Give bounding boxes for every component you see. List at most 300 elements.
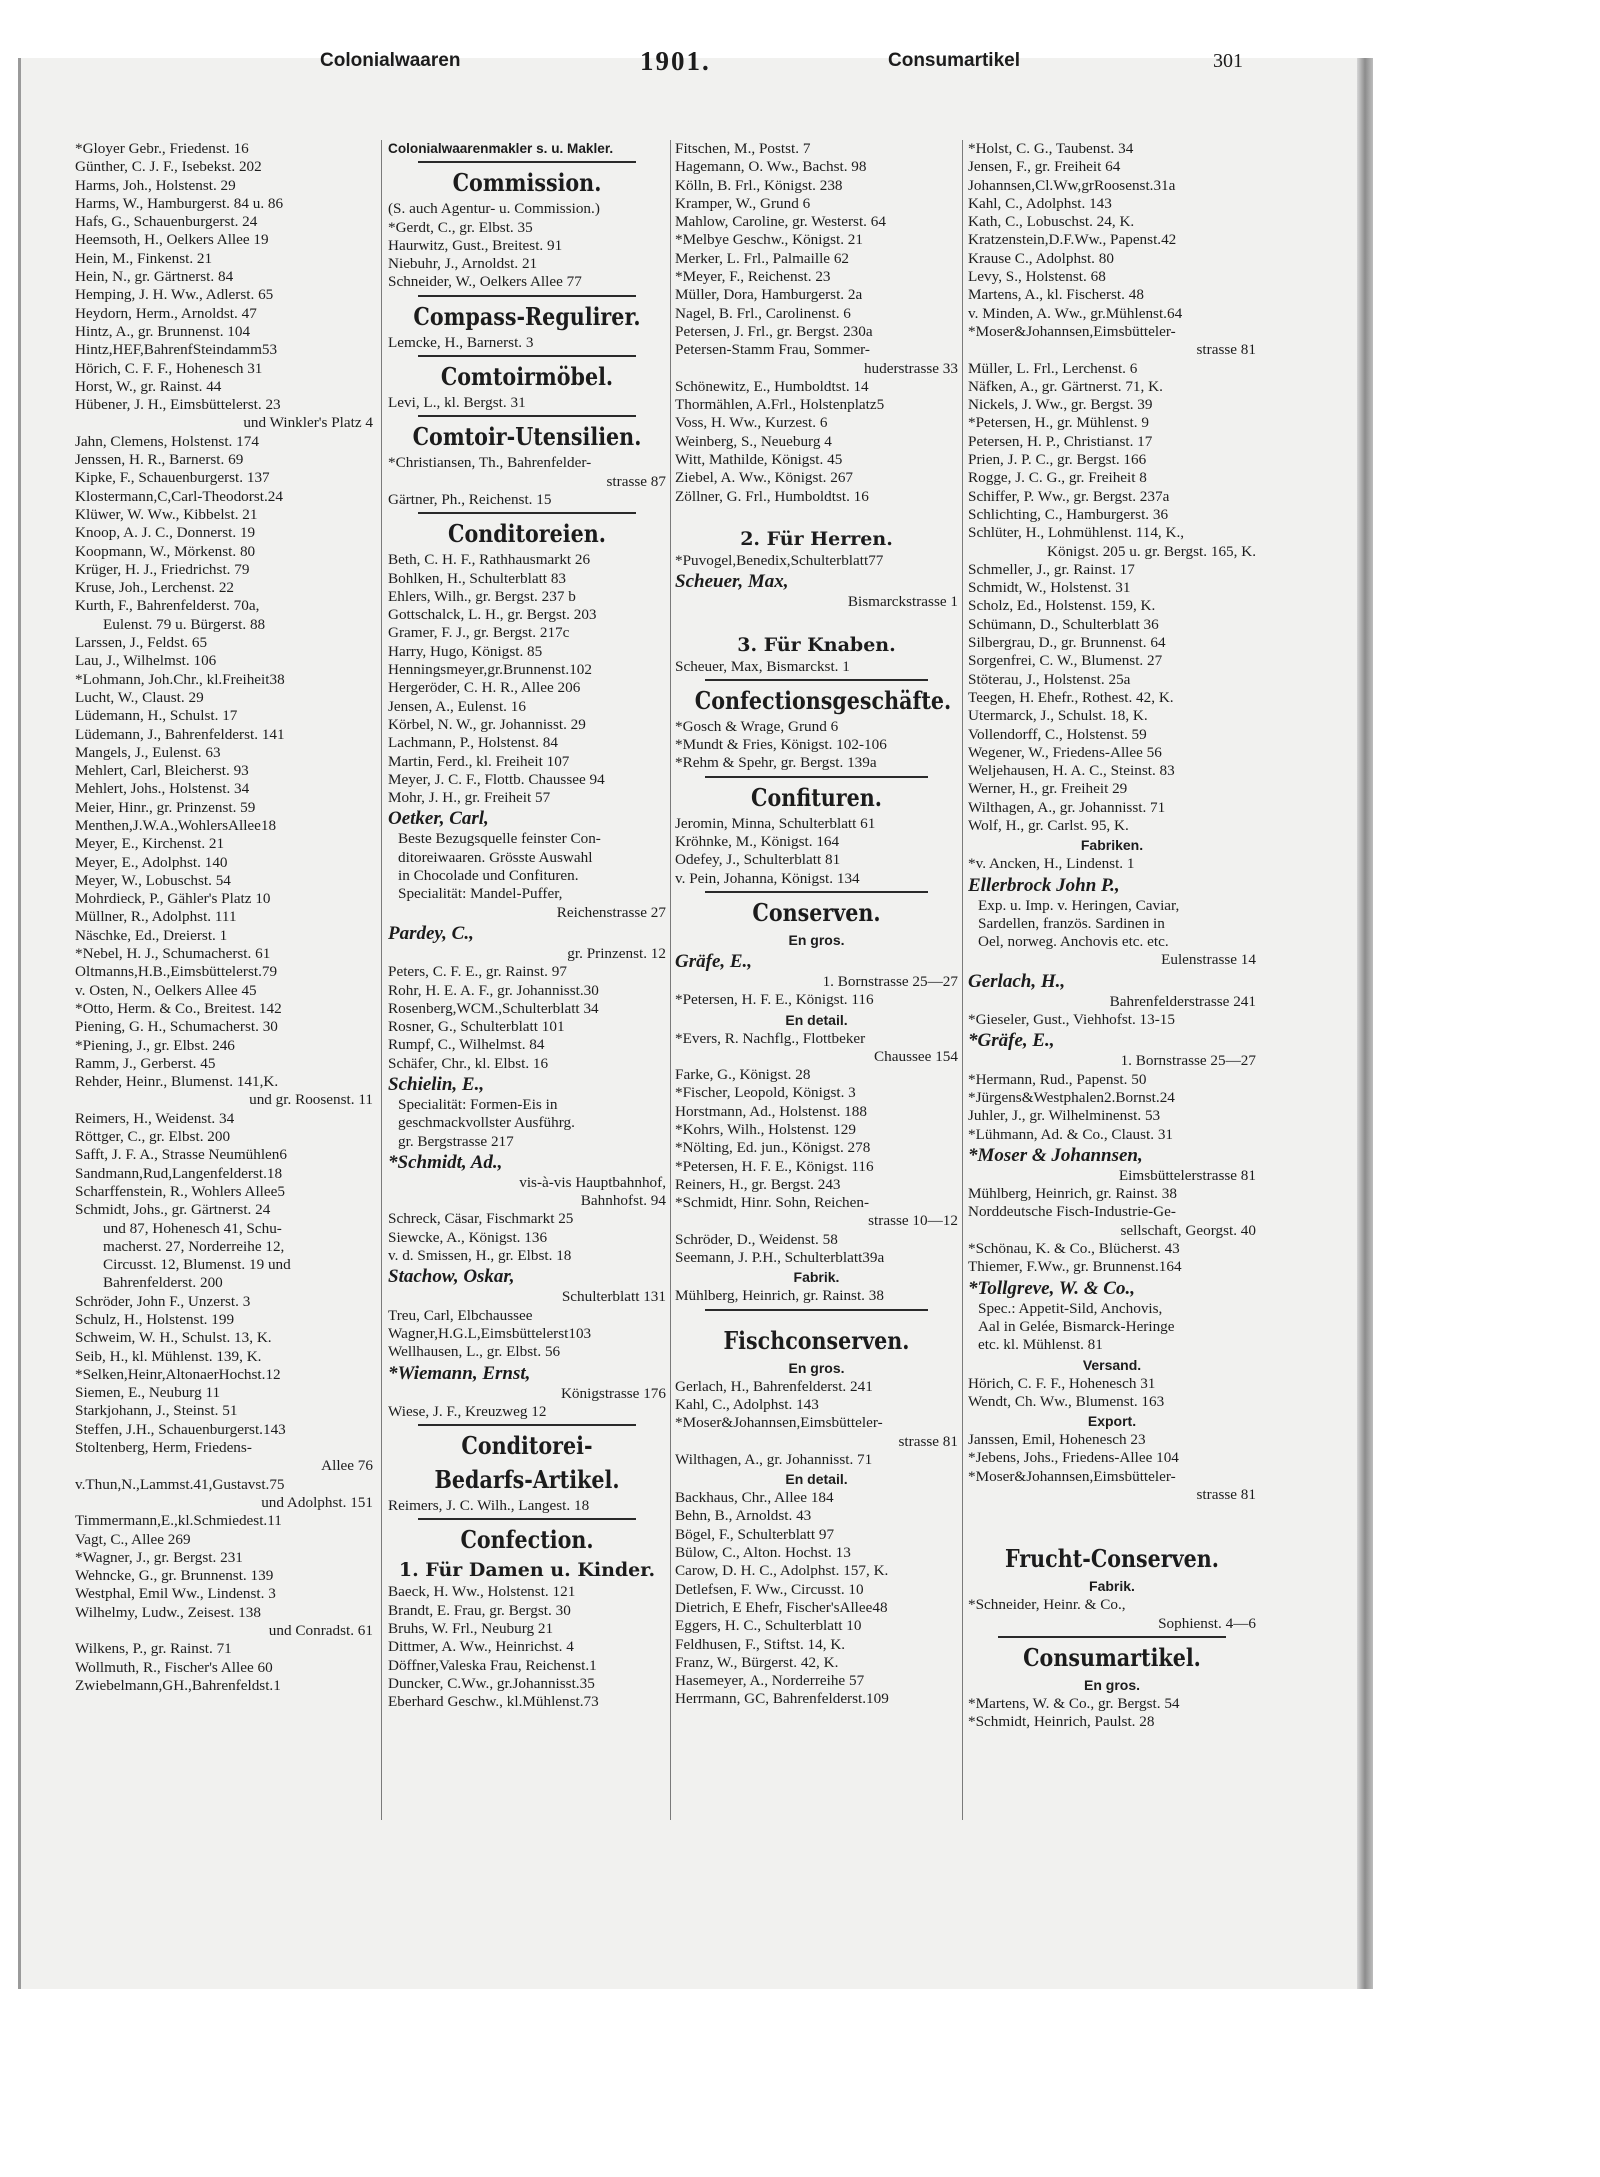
list-item: *Moser&Johannsen,Eimsbütteler-	[968, 322, 1176, 340]
list-item: Sorgenfrei, C. W., Blumenst. 27	[968, 652, 1163, 670]
list-item: Rosenberg,WCM.,Schulterblatt 34	[388, 999, 599, 1017]
list-item: Exp. u. Imp. v. Heringen, Caviar,	[978, 896, 1180, 914]
list-item: Larssen, J., Feldst. 65	[75, 634, 208, 652]
column-4	[968, 140, 1256, 1920]
list-item: Sardellen, französ. Sardinen in	[978, 914, 1165, 932]
section-rule	[705, 679, 928, 681]
list-item: Harry, Hugo, Königst. 85	[388, 642, 543, 660]
section-rule	[998, 1636, 1226, 1638]
section-heading: Confituren.	[751, 782, 882, 812]
list-item: *Martens, W. & Co., gr. Bergst. 54	[968, 1694, 1180, 1712]
advert-name: Gräfe, E.,	[675, 950, 753, 972]
list-item: Meyer, E., Adolphst. 140	[75, 853, 228, 871]
list-item: Circusst. 12, Blumenst. 19 und	[103, 1256, 291, 1274]
list-item: *Schneider, Heinr. & Co.,	[968, 1596, 1126, 1614]
entry-list	[388, 1403, 666, 1421]
list-item: Allee 76	[321, 1457, 373, 1475]
list-item: *Kohrs, Wilh., Holstenst. 129	[675, 1120, 856, 1138]
list-item: *Schmidt, Heinrich, Paulst. 28	[968, 1713, 1155, 1731]
list-item: Timmermann,E.,kl.Schmiedest.11	[75, 1512, 282, 1530]
list-item: Schröder, D., Weidenst. 58	[675, 1230, 838, 1248]
list-item: Scholz, Ed., Holstenst. 159, K.	[968, 597, 1156, 615]
list-item: Schmeller, J., gr. Rainst. 17	[968, 560, 1135, 578]
list-item: Johannsen,Cl.Ww,grRoosenst.31a	[968, 176, 1176, 194]
list-item: Heydorn, Herm., Arnoldst. 47	[75, 304, 257, 322]
list-item: Bruhs, W. Frl., Neuburg 21	[388, 1620, 554, 1638]
list-item: *Otto, Herm. & Co., Breitest. 142	[75, 999, 282, 1017]
advert-name: Pardey, C.,	[388, 922, 474, 944]
list-item: Siemen, E., Neuburg 11	[75, 1384, 221, 1402]
list-item: Mehlert, Johs., Holstenst. 34	[75, 780, 250, 798]
subsection-heading: 3. Für Knaben.	[737, 633, 896, 656]
list-item: Nagel, B. Frl., Carolinenst. 6	[675, 304, 851, 322]
list-item: Levi, L., kl. Bergst. 31	[388, 394, 526, 412]
entry-list	[388, 963, 666, 1073]
list-item: Aal in Gelée, Bismarck-Heringe	[978, 1317, 1175, 1335]
list-item: (S. auch Agentur- u. Commission.)	[388, 200, 600, 218]
list-item: Hintz, A., gr. Brunnenst. 104	[75, 322, 251, 340]
list-item: Krüger, H. J., Friedrichst. 79	[75, 560, 250, 578]
section-rule	[705, 891, 928, 893]
list-item: Stoltenberg, Herm, Friedens-	[75, 1439, 252, 1457]
section-heading: Conserven.	[752, 897, 881, 927]
entry-list	[968, 1240, 1256, 1277]
list-item: Petersen, J. Frl., gr. Bergst. 230a	[675, 322, 873, 340]
advert-name: *Moser & Johannsen,	[968, 1144, 1143, 1166]
subsection-label: Export.	[1087, 1413, 1137, 1430]
list-item: Hagemann, O. Ww., Bachst. 98	[675, 158, 867, 176]
list-item: Horst, W., gr. Rainst. 44	[75, 377, 222, 395]
list-item: Janssen, Emil, Hohenesch 23	[968, 1431, 1146, 1449]
list-item: *Gosch & Wrage, Grund 6	[675, 717, 839, 735]
section-heading: Frucht-Conserven.	[1004, 1544, 1219, 1574]
list-item: Gärtner, Ph., Reichenst. 15	[388, 490, 552, 508]
section-rule	[418, 512, 636, 514]
list-item: Oltmanns,H.B.,Eimsbüttelerst.79	[75, 963, 278, 981]
list-item-continuation: strasse 10—12	[868, 1212, 958, 1230]
list-item: Harms, Joh., Holstenst. 29	[75, 176, 236, 194]
advert-name: Ellerbrock John P.,	[968, 874, 1120, 896]
spacer	[968, 1504, 1256, 1542]
list-item: Reimers, H., Weidenst. 34	[75, 1109, 235, 1127]
list-item: Kurth, F., Bahrenfelderst. 70a,	[75, 597, 260, 615]
list-item: Gramer, F. J., gr. Bergst. 217c	[388, 624, 570, 642]
list-item: Seib, H., kl. Mühlenst. 139, K.	[75, 1347, 262, 1365]
list-item: Kath, C., Lobuschst. 24, K.	[968, 213, 1135, 231]
list-item: Schönewitz, E., Humboldtst. 14	[675, 377, 869, 395]
list-item: Schweim, W. H., Schulst. 13, K.	[75, 1329, 272, 1347]
list-item: *Lühmann, Ad. & Co., Claust. 31	[968, 1125, 1174, 1143]
list-item: Vagt, C., Allee 269	[75, 1530, 191, 1548]
list-item: Meyer, E., Kirchenst. 21	[75, 835, 225, 853]
section-rule	[418, 1518, 636, 1520]
section-heading: Comtoir-Utensilien.	[412, 422, 642, 452]
list-item: Peters, C. F. E., gr. Rainst. 97	[388, 963, 567, 981]
list-item-continuation: strasse 81	[898, 1432, 958, 1450]
list-item: Schneider, W., Oelkers Allee 77	[388, 273, 582, 291]
list-item: Müllner, R., Adolphst. 111	[75, 908, 237, 926]
list-item: Hemping, J. H. Ww., Adlerst. 65	[75, 286, 274, 304]
advert-name: *Schmidt, Ad.,	[388, 1151, 503, 1173]
list-item: Stöterau, J., Holstenst. 25a	[968, 670, 1131, 688]
subsection-label: En gros.	[788, 1359, 845, 1376]
advert-name: Scheuer, Max,	[675, 571, 789, 593]
list-item: Haurwitz, Gust., Breitest. 91	[388, 236, 563, 254]
list-item: Lemcke, H., Barnerst. 3	[388, 333, 534, 351]
entry-list	[75, 140, 373, 1695]
section-rule	[418, 355, 636, 357]
list-item: Schümann, D., Schulterblatt 36	[968, 615, 1159, 633]
list-item: Bohlken, H., Schulterblatt 83	[388, 569, 567, 587]
list-item: Bögel, F., Schulterblatt 97	[675, 1525, 835, 1543]
column-divider	[962, 140, 963, 1820]
list-item: *Moser&Johannsen,Eimsbütteler-	[968, 1467, 1176, 1485]
section-rule	[418, 161, 636, 163]
list-item: Kramper, W., Grund 6	[675, 194, 811, 212]
section-heading: Confection.	[460, 1525, 594, 1555]
entry-list	[388, 1583, 666, 1711]
list-item: Beth, C. H. F., Rathhausmarkt 26	[388, 551, 591, 569]
list-item: Schiffer, P. Ww., gr. Bergst. 237a	[968, 487, 1170, 505]
list-item: Reimers, J. C. Wilh., Langest. 18	[388, 1497, 590, 1515]
list-item: und gr. Roosenst. 11	[249, 1091, 373, 1109]
running-header	[75, 46, 1255, 84]
list-item: v. Pein, Johanna, Königst. 134	[675, 869, 860, 887]
advert-address: Bismarckstrasse 1	[847, 593, 958, 611]
page-spine-shadow	[1357, 58, 1373, 1989]
list-item: *Christiansen, Th., Bahrenfelder-	[388, 454, 592, 472]
list-item: Eberhard Geschw., kl.Mühlenst.73	[388, 1693, 599, 1711]
list-item: Spec.: Appetit-Sild, Anchovis,	[978, 1299, 1163, 1317]
list-item: Meyer, J. C. F., Flottb. Chaussee 94	[388, 770, 605, 788]
list-item: Koopmann, W., Mörkenst. 80	[75, 542, 256, 560]
list-item: Schmidt, Johs., gr. Gärtnerst. 24	[75, 1201, 271, 1219]
list-item: *Hermann, Rud., Papenst. 50	[968, 1070, 1147, 1088]
subsection-heading: 2. Für Herren.	[740, 527, 893, 550]
list-item: Wollmuth, R., Fischer's Allee 60	[75, 1658, 273, 1676]
list-item: Meier, Hinr., gr. Prinzenst. 59	[75, 798, 256, 816]
list-item: Kratzenstein,D.F.Ww., Papenst.42	[968, 231, 1177, 249]
list-item: Franz, W., Bürgerst. 42, K.	[675, 1653, 839, 1671]
list-item: gr. Bergstrasse 217	[398, 1132, 514, 1150]
list-item: Weljehausen, H. A. C., Steinst. 83	[968, 762, 1175, 780]
list-item: Specialität: Formen-Eis in	[398, 1095, 558, 1113]
list-item: Dittmer, A. Ww., Heinrichst. 4	[388, 1638, 574, 1656]
list-item: Wellhausen, L., gr. Elbst. 56	[388, 1343, 561, 1361]
list-item: Bülow, C., Alton. Hochst. 13	[675, 1544, 851, 1562]
list-item: *Mundt & Fries, Königst. 102-106	[675, 736, 887, 754]
header-year: 1901.	[640, 46, 711, 76]
list-item: *Piening, J., gr. Elbst. 246	[75, 1036, 235, 1054]
subsection-label: Fabrik.	[1089, 1578, 1135, 1595]
advert-name: *Gräfe, E.,	[968, 1030, 1055, 1052]
list-item: Meyer, W., Lobuschst. 54	[75, 871, 231, 889]
list-item: Schäfer, Chr., kl. Elbst. 16	[388, 1054, 549, 1072]
list-item: *Puvogel,Benedix,Schulterblatt77	[675, 551, 884, 569]
list-item: *Jebens, Johs., Friedens-Allee 104	[968, 1449, 1179, 1467]
list-item: Eggers, H. C., Schulterblatt 10	[675, 1617, 862, 1635]
list-item: Carow, D. H. C., Adolphst. 157, K.	[675, 1562, 889, 1580]
entry-list	[675, 1231, 958, 1268]
list-item: Ziebel, A. Ww., Königst. 267	[675, 469, 854, 487]
list-item: Wilhelmy, Ludw., Zeisest. 138	[75, 1603, 261, 1621]
list-item: Müller, L. Frl., Lerchenst. 6	[968, 359, 1138, 377]
list-item: Reiners, H., gr. Bergst. 243	[675, 1175, 841, 1193]
list-item: Schreck, Cäsar, Fischmarkt 25	[388, 1210, 574, 1228]
section-heading: Conditoreien.	[448, 519, 606, 549]
entry-list	[968, 360, 1256, 543]
list-item: Detlefsen, F. Ww., Circusst. 10	[675, 1580, 864, 1598]
list-item: Martens, A., kl. Fischerst. 48	[968, 286, 1144, 304]
list-item: Mangels, J., Eulenst. 63	[75, 743, 221, 761]
section-heading: Conditorei-	[461, 1431, 593, 1461]
subsection-label: Fabrik.	[793, 1269, 840, 1286]
advert-address: 1. Bornstrasse 25—27	[822, 972, 958, 990]
subsection-label: En gros.	[788, 931, 845, 948]
section-heading: Compass-Regulirer.	[413, 301, 641, 331]
header-right-section: Consumartikel	[888, 50, 1020, 71]
list-item: Starkjohann, J., Steinst. 51	[75, 1402, 238, 1420]
advert-name: *Tollgreve, W. & Co.,	[968, 1277, 1135, 1299]
list-item: Specialität: Mandel-Puffer,	[398, 885, 563, 903]
entry-list	[675, 815, 958, 888]
list-item: Wendt, Ch. Ww., Blumenst. 163	[968, 1392, 1165, 1410]
list-item: Lau, J., Wilhelmst. 106	[75, 652, 217, 670]
list-item: Feldhusen, F., Stiftst. 14, K.	[675, 1635, 846, 1653]
spacer	[675, 506, 958, 526]
list-item: Safft, J. F. A., Strasse Neumühlen6	[75, 1146, 287, 1164]
column-divider	[670, 140, 671, 1820]
list-item: Weinberg, S., Neueburg 4	[675, 432, 832, 450]
list-item: Thiemer, F.Ww., gr. Brunnenst.164	[968, 1258, 1182, 1276]
list-item: Odefey, J., Schulterblatt 81	[675, 851, 841, 869]
list-item: *Meyer, F., Reichenst. 23	[675, 268, 831, 286]
list-item: *Melbye Geschw., Königst. 21	[675, 231, 863, 249]
list-item: Mohr, J. H., gr. Freiheit 57	[388, 789, 551, 807]
list-item-continuation: Sophienst. 4—6	[1158, 1614, 1256, 1632]
entry-list	[388, 551, 666, 807]
subsection-label: Versand.	[1082, 1356, 1142, 1373]
entry-list	[968, 1071, 1256, 1144]
entry-list	[388, 1307, 666, 1362]
list-item: Kruse, Joh., Lerchenst. 22	[75, 579, 235, 597]
list-item: Näschke, Ed., Dreierst. 1	[75, 926, 228, 944]
list-item: Brandt, E. Frau, gr. Bergst. 30	[388, 1601, 571, 1619]
list-item: und 87, Hohenesch 41, Schu-	[103, 1219, 282, 1237]
column-divider	[381, 140, 382, 1820]
advert-text	[388, 830, 666, 903]
page-number: 301	[1213, 50, 1243, 72]
section-heading: Fischconserven.	[723, 1325, 910, 1355]
entry-list	[675, 1489, 958, 1709]
list-item: Klostermann,C,Carl-Theodorst.24	[75, 487, 283, 505]
list-item: Norddeutsche Fisch-Industrie-Ge-	[968, 1203, 1176, 1221]
list-item: Hein, M., Finkenst. 21	[75, 249, 213, 267]
list-item: Farke, G., Königst. 28	[675, 1066, 811, 1084]
list-item: Silbergrau, D., gr. Brunnenst. 64	[968, 634, 1166, 652]
entry-list	[675, 991, 958, 1009]
entry-list	[968, 1185, 1256, 1222]
list-item: Lüdemann, H., Schulst. 17	[75, 707, 238, 725]
subsection-label: Fabriken.	[1080, 837, 1144, 854]
list-item: Schröder, John F., Unzerst. 3	[75, 1292, 251, 1310]
list-item: Seemann, J. P.H., Schulterblatt39a	[675, 1249, 885, 1267]
list-item: *Jürgens&Westphalen2.Bornst.24	[968, 1088, 1175, 1106]
entry-list	[388, 1497, 666, 1515]
list-item: Hasemeyer, A., Norderreihe 57	[675, 1672, 865, 1690]
section-rule	[418, 1424, 636, 1426]
column-2	[388, 140, 666, 1920]
list-item: Ramm, J., Gerberst. 45	[75, 1054, 216, 1072]
advert-address: Reichenstrasse 27	[556, 903, 666, 921]
list-item: Heemsoth, H., Oelkers Allee 19	[75, 231, 269, 249]
list-item: *Nölting, Ed. jun., Königst. 278	[675, 1139, 871, 1157]
list-item: Niebuhr, J., Arnoldst. 21	[388, 255, 538, 273]
list-item: Wegener, W., Friedens-Allee 56	[968, 743, 1162, 761]
list-item: Lüdemann, J., Bahrenfelderst. 141	[75, 725, 285, 743]
list-item: Hübener, J. H., Eimsbüttelerst. 23	[75, 396, 281, 414]
list-item: Rehder, Heinr., Blumenst. 141,K.	[75, 1073, 279, 1091]
list-item: Backhaus, Chr., Allee 184	[675, 1489, 834, 1507]
list-item: Hergeröder, C. H. R., Allee 206	[388, 679, 581, 697]
list-item: Wiese, J. F., Kreuzweg 12	[388, 1402, 547, 1420]
list-item: Prien, J. P. C., gr. Bergst. 166	[968, 451, 1147, 469]
entry-list	[968, 1375, 1256, 1412]
list-item: Körbel, N. W., gr. Johannisst. 29	[388, 715, 586, 733]
list-item: Döffner,Valeska Frau, Reichenst.1	[388, 1656, 597, 1674]
list-item: Rumpf, C., Wilhelmst. 84	[388, 1036, 545, 1054]
list-item: Sandmann,Rud,Langenfelderst.18	[75, 1164, 283, 1182]
list-item: Hafs, G., Schauenburgerst. 24	[75, 213, 258, 231]
entry-list	[675, 140, 958, 360]
list-item: etc. kl. Mühlenst. 81	[978, 1336, 1103, 1354]
list-item: Kahl, C., Adolphst. 143	[675, 1395, 819, 1413]
list-item: und Adolphst. 151	[261, 1493, 373, 1511]
list-item: v. Minden, A. Ww., gr.Mühlenst.64	[968, 304, 1183, 322]
entry-list	[675, 378, 958, 506]
list-item: Witt, Mathilde, Königst. 45	[675, 451, 843, 469]
subsection-label: En detail.	[785, 1471, 848, 1488]
list-item: in Chocolade und Confituren.	[398, 867, 579, 885]
list-item: Fitschen, M., Postst. 7	[675, 140, 811, 157]
list-item: Günther, C. J. F., Isebekst. 202	[75, 158, 262, 176]
list-item: Kölln, B. Frl., Königst. 238	[675, 176, 843, 194]
list-item: Voss, H. Ww., Kurzest. 6	[675, 414, 828, 432]
list-item: *Selken,Heinr,AltonaerHochst.12	[75, 1365, 281, 1383]
list-item: *Nebel, H. J., Schumacherst. 61	[75, 945, 271, 963]
entry-list	[388, 1210, 666, 1265]
list-item: Treu, Carl, Elbchaussee	[388, 1306, 533, 1324]
list-item: Hörich, C. F. F., Hohenesch 31	[968, 1374, 1156, 1392]
list-item: Rosner, G., Schulterblatt 101	[388, 1018, 565, 1036]
list-item: Herrmann, GC, Bahrenfelderst.109	[675, 1690, 889, 1708]
list-item-continuation: strasse 81	[1196, 1486, 1256, 1503]
list-item: Henningsmeyer,gr.Brunnenst.102	[388, 661, 592, 679]
list-item-continuation: Chaussee 154	[874, 1047, 958, 1065]
section-heading: Consumartikel.	[1023, 1642, 1201, 1672]
list-item: ditoreiwaaren. Grösste Auswahl	[398, 848, 593, 866]
list-item: *Rehm & Spehr, gr. Bergst. 139a	[675, 754, 877, 772]
list-item: Gerlach, H., Bahrenfelderst. 241	[675, 1377, 873, 1395]
section-rule	[418, 415, 636, 417]
list-item: Werner, H., gr. Freiheit 29	[968, 780, 1128, 798]
list-item: Jensen, A., Eulenst. 16	[388, 697, 526, 715]
list-item: Steffen, J.H., Schauenburgerst.143	[75, 1420, 286, 1438]
advert-name: Oetker, Carl,	[388, 808, 489, 830]
list-item: *Petersen, H. F. E., Königst. 116	[675, 991, 874, 1009]
list-item: und Conradst. 61	[268, 1622, 373, 1640]
advert-address: Bahrenfelderstrasse 241	[1109, 992, 1256, 1010]
list-item-continuation: strasse 81	[1196, 341, 1256, 359]
list-item: Merker, L. Frl., Palmaille 62	[675, 249, 850, 267]
list-item: Bahrenfelderst. 200	[103, 1274, 223, 1292]
section-heading: Confectionsgeschäfte.	[694, 685, 952, 715]
advert-text	[968, 1300, 1256, 1355]
list-item: Mehlert, Carl, Bleicherst. 93	[75, 762, 249, 780]
advert-text	[968, 897, 1256, 952]
entry-list	[675, 718, 958, 773]
list-item: Jahn, Clemens, Holstenst. 174	[75, 432, 259, 450]
list-item: Wilthagen, A., gr. Johannisst. 71	[675, 1450, 873, 1468]
advert-address: Eulenstrasse 14	[1161, 951, 1256, 969]
list-item: *Schmidt, Hinr. Sohn, Reichen-	[675, 1194, 870, 1212]
list-item: Ehlers, Wilh., gr. Bergst. 237 b	[388, 587, 576, 605]
list-item: Beste Bezugsquelle feinster Con-	[398, 830, 601, 848]
list-item: Mohrdieck, P., Gähler's Platz 10	[75, 890, 271, 908]
list-item: Eulenst. 79 u. Bürgerst. 88	[103, 615, 266, 633]
column-3	[675, 140, 958, 1920]
advert-address: gr. Prinzenst. 12	[567, 944, 666, 962]
advert-text	[388, 1096, 666, 1151]
list-item: Menthen,J.W.A.,WohlersAllee18	[75, 816, 277, 834]
list-item: Zöllner, G. Frl., Humboldtst. 16	[675, 487, 869, 505]
section-heading: Bedarfs-Artikel.	[434, 1465, 620, 1495]
advert-text: vis-à-vis Hauptbahnhof,	[519, 1173, 666, 1191]
list-item: Mahlow, Caroline, gr. Westerst. 64	[675, 213, 886, 231]
list-item: Scharffenstein, R., Wohlers Allee5	[75, 1182, 285, 1200]
list-item: Schlichting, C., Hamburgerst. 36	[968, 505, 1169, 523]
list-item: v. d. Smissen, H., gr. Elbst. 18	[388, 1247, 572, 1265]
list-item: *v. Ancken, H., Lindenst. 1	[968, 855, 1135, 873]
list-item: Jensen, F., gr. Freiheit 64	[968, 158, 1121, 176]
list-item: macherst. 27, Norderreihe 12,	[103, 1237, 285, 1255]
list-item: Zwiebelmann,GH.,Bahrenfeldst.1	[75, 1676, 281, 1694]
list-item: *Schönau, K. & Co., Blücherst. 43	[968, 1240, 1180, 1258]
advert-name: Gerlach, H.,	[968, 970, 1066, 992]
entry-list	[968, 140, 1256, 341]
list-item: *Moser&Johannsen,Eimsbütteler-	[675, 1414, 883, 1432]
list-item: Wehncke, G., gr. Brunnenst. 139	[75, 1567, 274, 1585]
spacer	[675, 1314, 958, 1324]
list-item: *Wagner, J., gr. Bergst. 231	[75, 1548, 243, 1566]
list-item: und Winkler's Platz 4	[243, 414, 373, 432]
section-heading: Commission.	[452, 168, 602, 198]
list-item: Utermarck, J., Schulst. 18, K.	[968, 707, 1148, 725]
advert-address: Eimsbüttelerstrasse 81	[1118, 1166, 1256, 1184]
list-item: Baeck, H. Ww., Holstenst. 121	[388, 1583, 576, 1601]
list-item: *Petersen, H. F. E., Königst. 116	[675, 1157, 874, 1175]
entry-list	[675, 1066, 958, 1212]
header-left-section: Colonialwaaren	[320, 50, 461, 71]
list-item: Schlüter, H., Lohmühlenst. 114, K.,	[968, 524, 1185, 542]
advert-address: Königstrasse 176	[560, 1384, 666, 1402]
section-rule	[418, 295, 636, 297]
entry-list	[968, 561, 1256, 835]
list-item: Petersen, H. P., Christianst. 17	[968, 432, 1153, 450]
list-item: Schulz, H., Holstenst. 199	[75, 1311, 235, 1328]
list-item: Levy, S., Holstenst. 68	[968, 268, 1106, 286]
entry-list	[675, 1378, 958, 1433]
